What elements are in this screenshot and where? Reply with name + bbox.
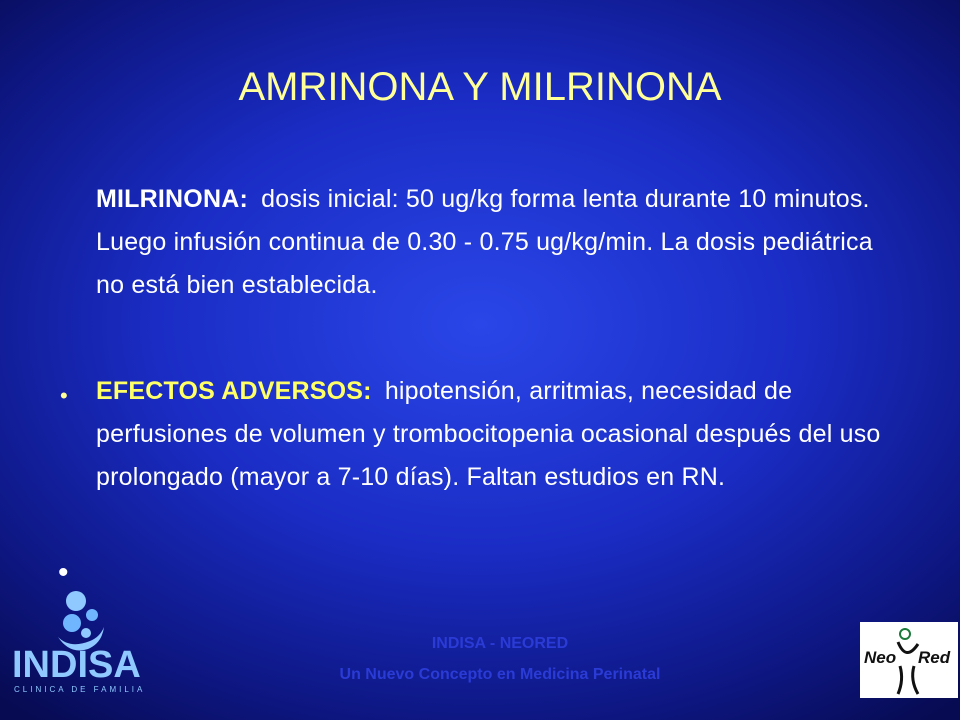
milrinona-label: MILRINONA: [96, 185, 248, 213]
indisa-tagline: CLINICA DE FAMILIA [14, 685, 146, 694]
neored-logo [860, 622, 958, 698]
indisa-logo-text: INDISA [12, 644, 141, 686]
neored-text-red: Red [918, 648, 951, 667]
adverse-effects-paragraph [96, 370, 906, 499]
footer-line-1: INDISA - NEORED [431, 635, 569, 652]
adverse-effects-label: EFECTOS ADVERSOS: [96, 377, 372, 405]
neored-text-neo: Neo [864, 648, 897, 667]
bullet-adverse: • [60, 383, 68, 408]
footer-line-2: Un Nuevo Concepto en Medicina Perinatal [339, 666, 661, 683]
milrinona-paragraph [96, 178, 906, 307]
slide-title: AMRINONA Y MILRINONA [238, 65, 722, 109]
bullet-empty: • [58, 556, 69, 589]
adverse-effects-text: hipotensión, arritmias, necesidad de perfusiones de volumen y trombocitopenia ocasional después del uso prolongado (mayor a 7-10 días). Faltan estudios en RN. [96, 377, 881, 491]
milrinona-text: dosis inicial: 50 ug/kg forma lenta durante 10 minutos. Luego infusión continua de 0.30 - 0.75 ug/kg/min. La dosis pediátrica no está bien establecida. [96, 185, 873, 299]
